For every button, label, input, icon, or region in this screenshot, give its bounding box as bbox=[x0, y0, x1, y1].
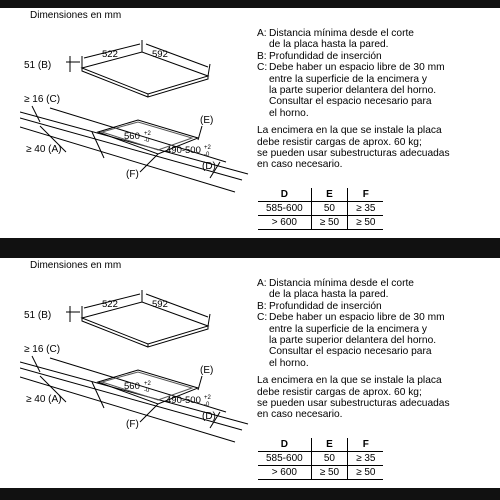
note-text: Distancia mínima desde el corte de la placa hasta la pared. bbox=[269, 28, 414, 51]
dimension-panel-1 bbox=[0, 8, 500, 238]
note-text: Profundidad de inserción bbox=[269, 300, 382, 312]
dim-490-tol-plus: +2 bbox=[204, 145, 211, 151]
note-b bbox=[257, 51, 497, 62]
dim-560-tol-plus: +2 bbox=[144, 131, 151, 137]
dim-490-500: 490-500 bbox=[166, 395, 201, 406]
table-header: F bbox=[348, 438, 384, 452]
note-text: Profundidad de inserción bbox=[269, 50, 382, 62]
dim-522: 522 bbox=[102, 299, 118, 310]
table-header: D bbox=[258, 188, 311, 202]
table-cell: 50 bbox=[311, 202, 347, 216]
table-row bbox=[258, 202, 383, 216]
load-paragraph: La encimera en la que se instale la placa debe resistir cargas de aprox. 60 kg; se pueden usar subestructuras adecuadas en caso necesario. bbox=[257, 125, 450, 171]
note-a bbox=[257, 28, 497, 51]
installation-diagram bbox=[20, 22, 250, 232]
note-c bbox=[257, 62, 497, 119]
table-header-row bbox=[258, 438, 383, 452]
label-f: (F) bbox=[126, 419, 139, 430]
dim-522: 522 bbox=[102, 49, 118, 60]
table-cell: ≥ 50 bbox=[348, 216, 384, 230]
table-cell: ≥ 35 bbox=[348, 452, 384, 466]
table-cell: ≥ 35 bbox=[348, 202, 384, 216]
bottom-black-bar bbox=[0, 488, 500, 500]
installation-diagram bbox=[20, 272, 250, 482]
table-row bbox=[258, 452, 383, 466]
spec-table bbox=[258, 438, 383, 480]
table-cell: > 600 bbox=[258, 216, 311, 230]
dim-16-c: ≥ 16 (C) bbox=[24, 94, 61, 105]
note-key: C: bbox=[257, 62, 268, 74]
load-paragraph: La encimera en la que se instale la placa debe resistir cargas de aprox. 60 kg; se pueden usar subestructuras adecuadas en caso necesario. bbox=[257, 375, 450, 421]
table-header: E bbox=[311, 188, 347, 202]
note-text: Debe haber un espacio libre de 30 mm entre la superficie de la encimera y la parte superior delantera del horno. Consultar el espacio necesario para el horno. bbox=[269, 62, 445, 119]
note-key: A: bbox=[257, 28, 267, 39]
note-key: B: bbox=[257, 300, 267, 312]
dim-560-tol-minus: -0 bbox=[144, 138, 150, 144]
table-header: E bbox=[311, 438, 347, 452]
label-d: (D) bbox=[202, 161, 216, 172]
dim-560-tol-plus: +2 bbox=[144, 381, 151, 387]
table-header: F bbox=[348, 188, 384, 202]
dim-490-500: 490-500 bbox=[166, 145, 201, 156]
note-b bbox=[257, 301, 497, 312]
note-text: Debe haber un espacio libre de 30 mm entre la superficie de la encimera y la parte superior delantera del horno. Consultar el espacio necesario para el horno. bbox=[269, 312, 445, 369]
note-key: A: bbox=[257, 278, 267, 289]
table-cell: ≥ 50 bbox=[311, 466, 347, 480]
table-cell: 50 bbox=[311, 452, 347, 466]
note-text: Distancia mínima desde el corte de la placa hasta la pared. bbox=[269, 278, 414, 301]
dim-51-b: 51 (B) bbox=[24, 60, 52, 71]
dim-490-tol-minus: -0 bbox=[204, 152, 210, 158]
dim-490-tol-minus: -0 bbox=[204, 402, 210, 408]
dim-560: 560 bbox=[124, 381, 140, 392]
note-key: B: bbox=[257, 50, 267, 62]
label-d: (D) bbox=[202, 411, 216, 422]
table-cell: ≥ 50 bbox=[311, 216, 347, 230]
label-f: (F) bbox=[126, 169, 139, 180]
note-c bbox=[257, 312, 497, 369]
dim-40-a: ≥ 40 (A) bbox=[26, 394, 62, 405]
table-cell: ≥ 50 bbox=[348, 466, 384, 480]
notes-block bbox=[257, 278, 497, 421]
spec-table bbox=[258, 188, 383, 230]
dim-592: 592 bbox=[152, 299, 168, 310]
table-row bbox=[258, 216, 383, 230]
dim-51-b: 51 (B) bbox=[24, 310, 52, 321]
note-a bbox=[257, 278, 497, 301]
table-row bbox=[258, 466, 383, 480]
label-e: (E) bbox=[200, 365, 214, 376]
table-cell: > 600 bbox=[258, 466, 311, 480]
table-cell: 585-600 bbox=[258, 452, 311, 466]
dim-560-tol-minus: -0 bbox=[144, 388, 150, 394]
middle-black-bar bbox=[0, 238, 500, 258]
table-header-row bbox=[258, 188, 383, 202]
panel-title: Dimensiones en mm bbox=[30, 10, 122, 21]
table-header: D bbox=[258, 438, 311, 452]
notes-block bbox=[257, 28, 497, 171]
table-cell: 585-600 bbox=[258, 202, 311, 216]
cooktop-outline bbox=[82, 52, 208, 94]
label-e: (E) bbox=[200, 115, 214, 126]
dim-560: 560 bbox=[124, 131, 140, 142]
dim-16-c: ≥ 16 (C) bbox=[24, 344, 61, 355]
dim-40-a: ≥ 40 (A) bbox=[26, 144, 62, 155]
dim-592: 592 bbox=[152, 49, 168, 60]
dimension-panel-2 bbox=[0, 258, 500, 488]
dim-490-tol-plus: +2 bbox=[204, 395, 211, 401]
note-key: C: bbox=[257, 312, 268, 324]
top-black-bar bbox=[0, 0, 500, 8]
panel-title: Dimensiones en mm bbox=[30, 260, 122, 271]
cooktop-outline bbox=[82, 302, 208, 344]
